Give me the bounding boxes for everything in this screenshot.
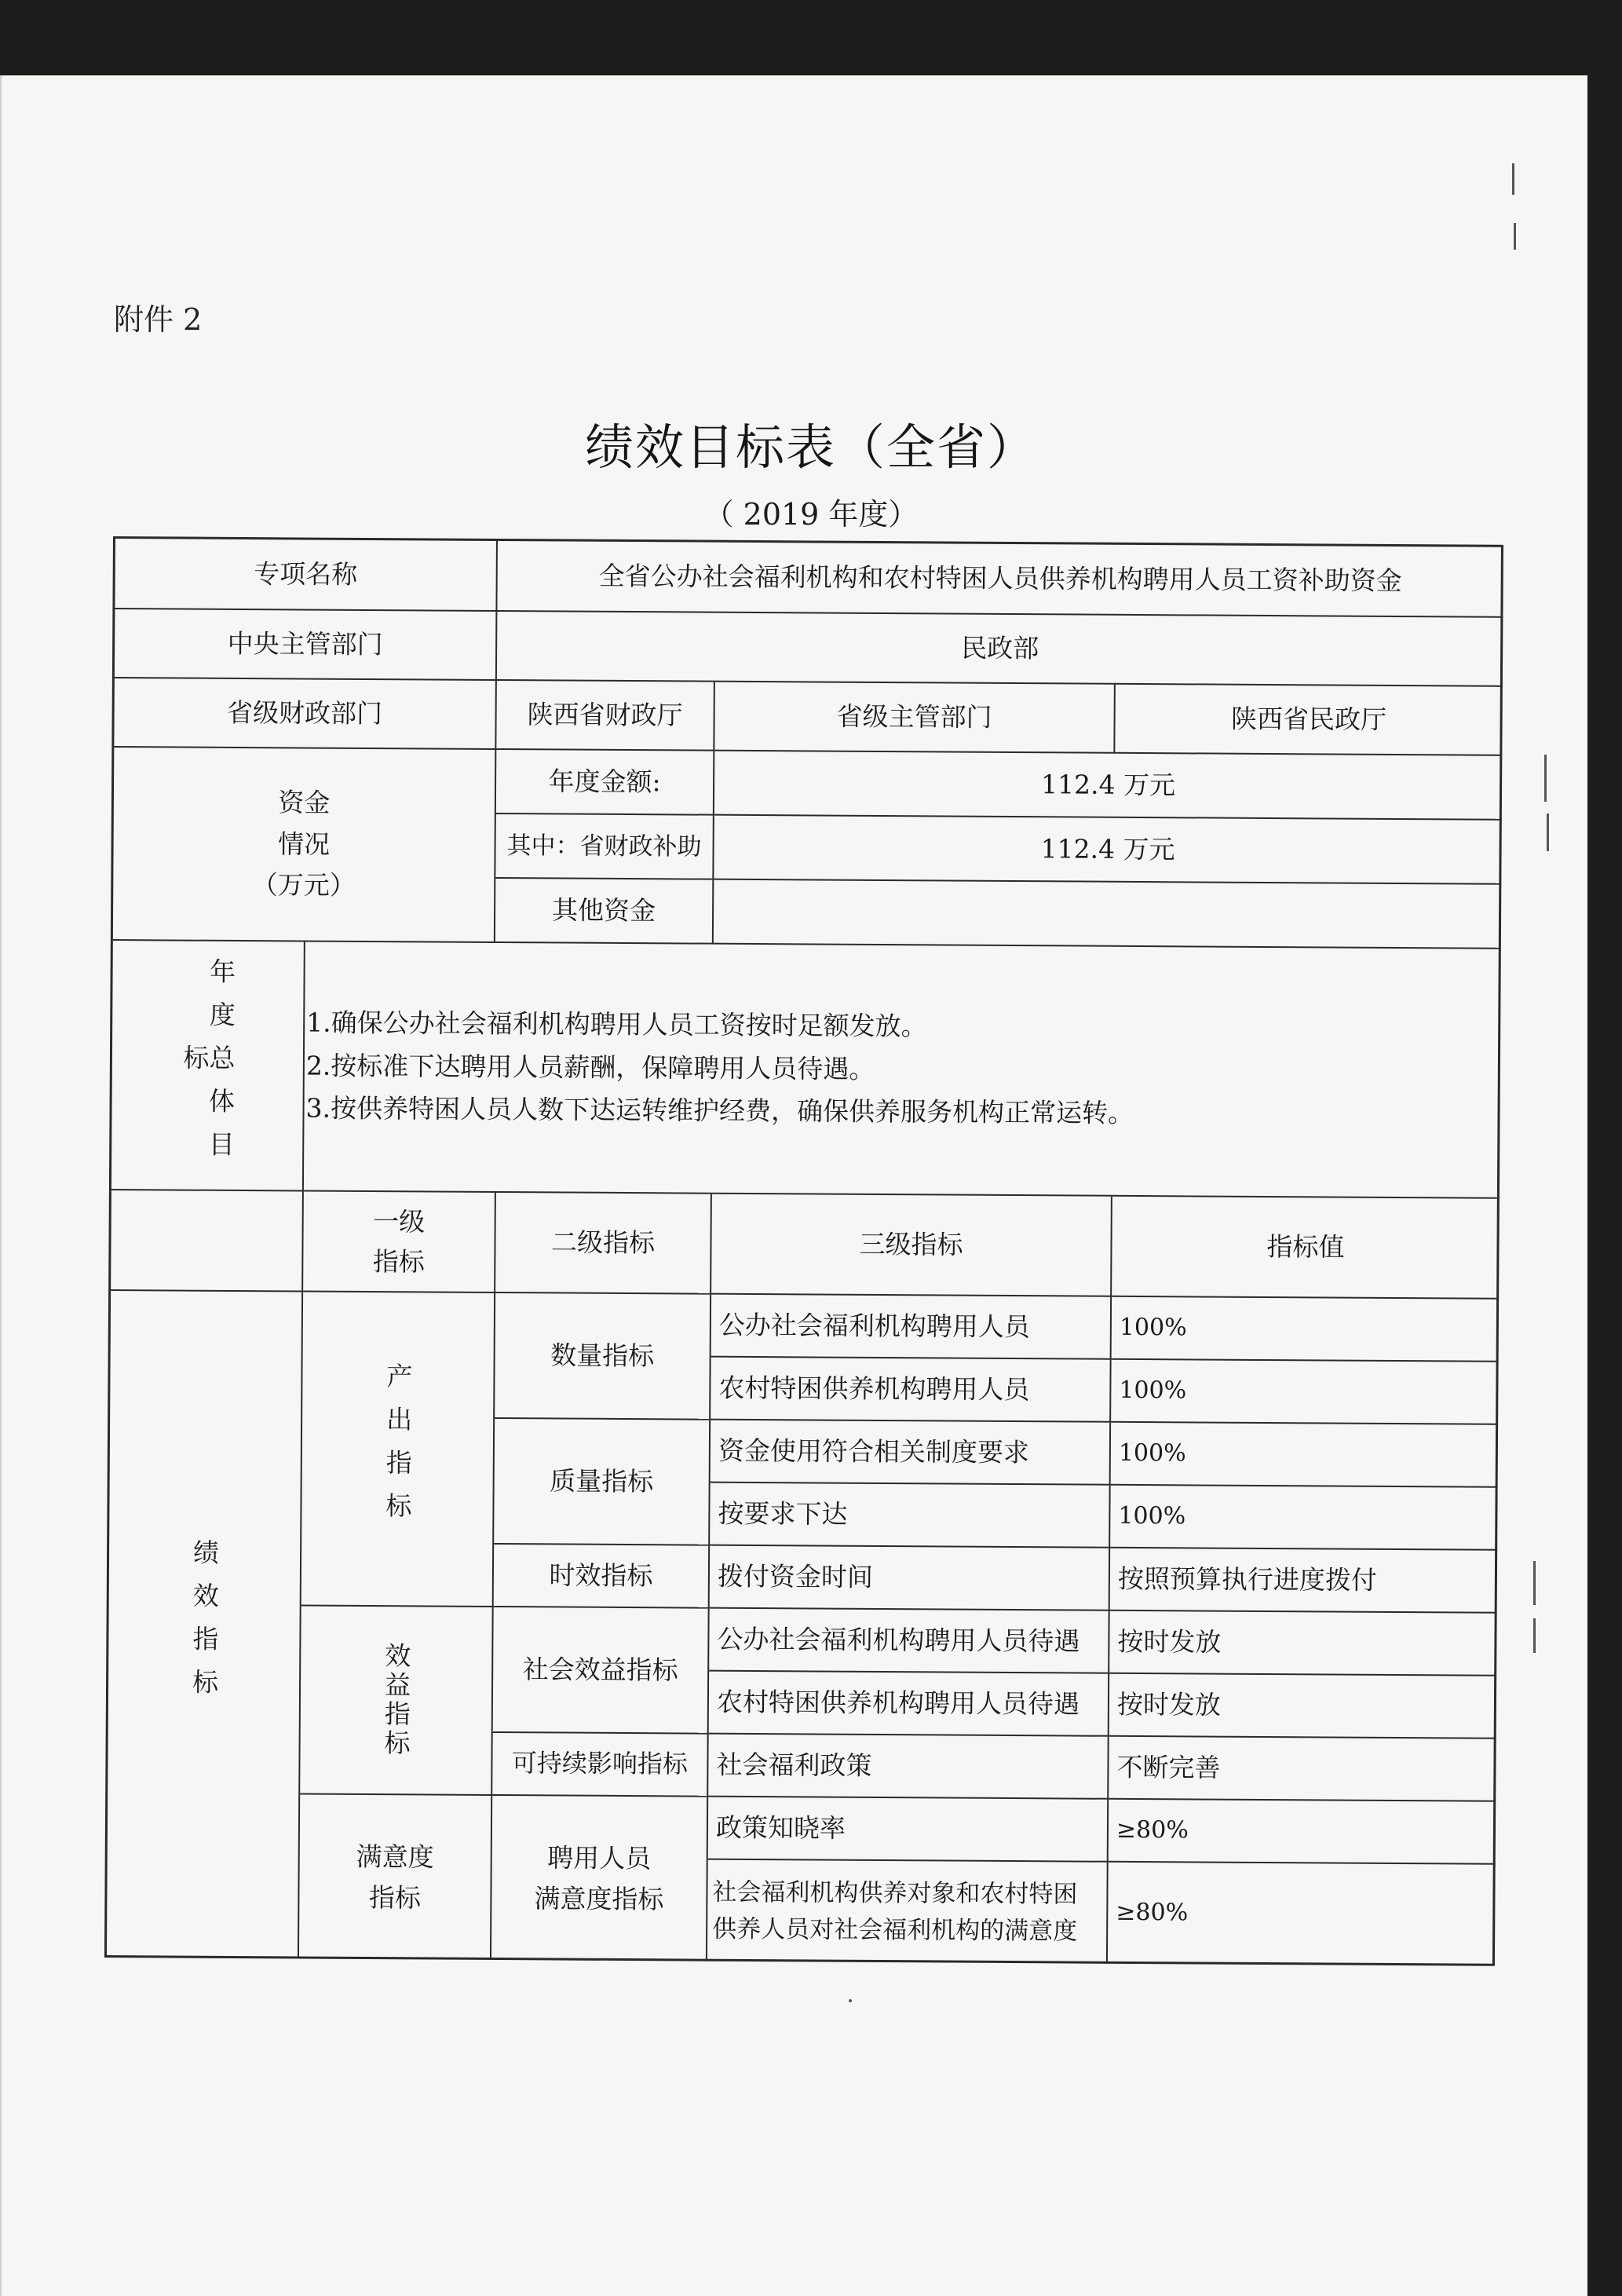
satisfaction-label-line2: 指标 <box>368 1881 422 1913</box>
prov-subsidy-value: 112.4 万元 <box>714 816 1501 885</box>
annual-amount-value: 112.4 万元 <box>714 751 1502 821</box>
scan-mark <box>1544 755 1547 802</box>
other-funds-label: 其他资金 <box>495 879 714 945</box>
performance-table <box>104 536 1503 1966</box>
scan-dot <box>849 1999 852 2002</box>
indicator-row-1-name: 公办社会福利机构聘用人员 <box>711 1295 1112 1360</box>
performance-indicators-label <box>107 1291 303 1958</box>
indicator-row-6-value: 按时发放 <box>1109 1611 1496 1676</box>
indicator-row-1-value: 100% <box>1112 1297 1499 1362</box>
timeliness-indicator-label: 时效指标 <box>494 1545 710 1609</box>
scan-mark <box>1512 163 1514 195</box>
employee-satisfaction-line1: 聘用人员 <box>547 1842 652 1874</box>
scan-mark <box>1533 1561 1536 1605</box>
social-benefit-indicator-label: 社会效益指标 <box>493 1607 710 1735</box>
indicator-row-5-value: 按照预算执行进度拨付 <box>1110 1548 1497 1614</box>
indicator-row-6-name: 公办社会福利机构聘用人员待遇 <box>709 1609 1109 1674</box>
level1-header <box>303 1191 496 1292</box>
employee-satisfaction-line2: 满意度指标 <box>534 1882 664 1914</box>
annual-goals-label-text: 年度总体目标 <box>179 957 237 1174</box>
goal-item-1: 1.确保公办社会福利机构聘用人员工资按时足额发放。 <box>306 1007 927 1042</box>
employee-satisfaction-label <box>491 1796 708 1961</box>
annual-goals-list <box>304 942 1501 1199</box>
prov-finance-label: 省级财政部门 <box>114 678 497 750</box>
project-name-label: 专项名称 <box>115 539 498 612</box>
satisfaction-label-line1: 满意度 <box>356 1841 434 1873</box>
funds-label-line2: 情况 <box>277 828 331 860</box>
output-indicator-label <box>301 1292 495 1607</box>
scan-mark <box>1514 223 1516 250</box>
quality-indicator-label: 质量指标 <box>494 1419 711 1546</box>
goal-item-2: 2.按标准下达聘用人员薪酬，保障聘用人员待遇。 <box>305 1050 875 1084</box>
indicator-row-2-value: 100% <box>1111 1360 1498 1425</box>
value-header: 指标值 <box>1112 1197 1500 1300</box>
funds-label-line1: 资金 <box>278 787 331 818</box>
indicator-row-8-value: 不断完善 <box>1109 1737 1496 1802</box>
level1-header-line1: 一级 <box>373 1205 426 1238</box>
sustainability-indicator-label: 可持续影响指标 <box>492 1733 708 1797</box>
indicator-row-7-name: 农村特困供养机构聘用人员待遇 <box>709 1672 1109 1737</box>
indicator-row-10-name <box>707 1860 1109 1964</box>
central-dept-label: 中央主管部门 <box>115 609 498 681</box>
central-dept-value: 民政部 <box>497 612 1503 687</box>
prov-dept-value: 陕西省民政厅 <box>1115 685 1503 756</box>
document-page <box>0 75 1587 2296</box>
prov-finance-value: 陕西省财政厅 <box>496 681 715 751</box>
indicator-row-4-name: 按要求下达 <box>710 1483 1110 1548</box>
funds-label-line3: （万元） <box>251 869 356 901</box>
performance-indicators-label-text: 绩效指标 <box>188 1538 221 1712</box>
annual-goals-label <box>111 941 305 1191</box>
indicator-row-3-name: 资金使用符合相关制度要求 <box>711 1420 1111 1486</box>
annual-amount-label: 年度金额: <box>496 750 714 816</box>
indicator-header-blank <box>111 1190 304 1292</box>
funds-label <box>113 748 496 943</box>
level1-header-line2: 指标 <box>372 1246 425 1278</box>
goal-item-3: 3.按供养特困人员人数下达运转维护经费，确保供养服务机构正常运转。 <box>305 1092 1134 1129</box>
indicator-row-4-value: 100% <box>1110 1486 1497 1551</box>
indicator-row-3-value: 100% <box>1111 1423 1498 1488</box>
indicator-row-7-value: 按时发放 <box>1109 1674 1496 1739</box>
scan-mark <box>1547 813 1549 851</box>
quantity-indicator-label: 数量指标 <box>495 1293 711 1420</box>
indicator-row-10-value: ≥80% <box>1116 1899 1189 1927</box>
indicator-row-5-name: 拨付资金时间 <box>710 1546 1110 1611</box>
indicator-row-10-name-line1: 社会福利机构供养对象和农村特困 <box>712 1877 1078 1909</box>
satisfaction-indicator-label <box>299 1794 492 1959</box>
level2-header: 二级指标 <box>495 1193 712 1295</box>
page-title: 绩效目标表（全省） <box>584 419 1037 476</box>
other-funds-value <box>714 880 1501 949</box>
level3-header: 三级指标 <box>711 1194 1112 1297</box>
output-indicator-label-text: 产出指标 <box>382 1362 414 1536</box>
indicator-row-8-name: 社会福利政策 <box>708 1735 1109 1800</box>
prov-dept-label: 省级主管部门 <box>714 682 1116 754</box>
project-name-value: 全省公办社会福利机构和农村特困人员供养机构聘用人员工资补助资金 <box>497 541 1503 618</box>
prov-subsidy-label: 其中：省财政补助 <box>495 814 714 880</box>
indicator-row-9-name: 政策知晓率 <box>708 1797 1109 1863</box>
benefit-indicator-label <box>300 1606 493 1795</box>
year-label: （ 2019 年度） <box>703 497 919 532</box>
indicator-row-10-name-line2: 供养人员对社会福利机构的满意度 <box>712 1914 1078 1946</box>
benefit-indicator-label-text: 效益指标 <box>380 1642 412 1759</box>
scan-mark <box>1533 1618 1536 1653</box>
indicator-row-9-value: ≥80% <box>1109 1800 1496 1865</box>
attachment-label: 附件 2 <box>114 302 203 337</box>
indicator-row-2-name: 农村特困供养机构聘用人员 <box>711 1358 1111 1423</box>
